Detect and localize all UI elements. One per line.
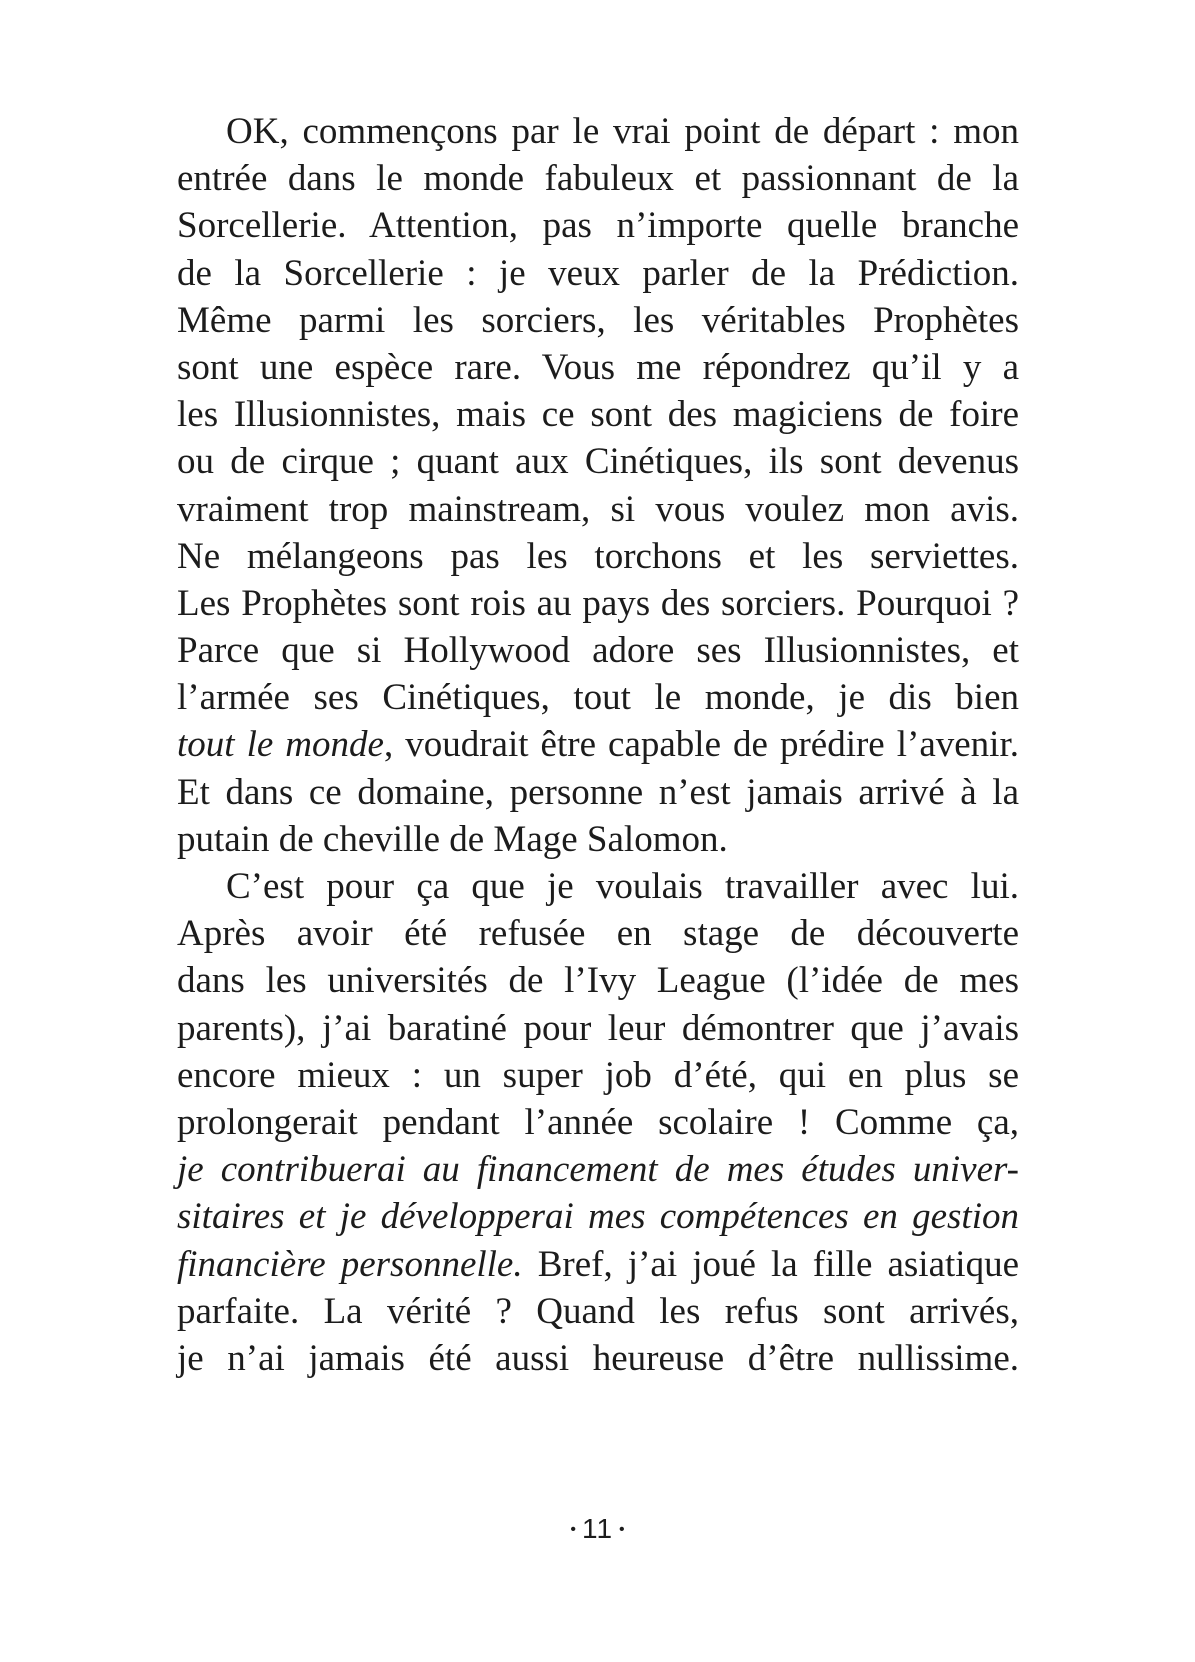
text-line (177, 486, 1019, 533)
folio-number: 11 (581, 1513, 614, 1544)
italic-text-segment: sitaires et je développerai mes compétences en gestion (177, 1196, 1019, 1238)
text-segment: dans les universités de l’Ivy League (l’idée de mes (177, 960, 1019, 1002)
text-segment: Parce que si Hollywood adore ses Illusionnistes, et (177, 630, 1019, 672)
text-line (177, 344, 1019, 391)
text-segment: Sorcellerie. Attention, pas n’importe quelle branche (177, 205, 1019, 247)
text-segment: prolongerait pendant l’année scolaire ! Comme ça, (177, 1101, 1019, 1143)
folio-left-dot: • (570, 1521, 576, 1538)
text-line (177, 297, 1019, 344)
body-text (177, 108, 1019, 1382)
text-segment: OK, commençons par le vrai point de départ : mon (226, 111, 1019, 152)
text-line (177, 108, 1019, 155)
text-segment: Ne mélangeons pas les torchons et les serviettes. (177, 535, 1019, 577)
text-segment: , voudrait être capable de prédire l’avenir. (383, 724, 1019, 766)
text-segment: C’est pour ça que je voulais travailler avec lui. (226, 866, 1019, 907)
text-line (177, 250, 1019, 297)
text-segment: Les Prophètes sont rois au pays des sorciers. Pourquoi ? (177, 582, 1019, 624)
text-segment: putain de cheville de Mage Salomon. (177, 818, 728, 860)
text-segment: entrée dans le monde fabuleux et passionnant de la (177, 158, 1019, 200)
text-line (177, 391, 1019, 438)
text-segment: l’armée ses Cinétiques, tout le monde, je dis bien (177, 677, 1019, 719)
text-segment: Même parmi les sorciers, les véritables Prophètes (177, 299, 1019, 341)
text-line (177, 202, 1019, 249)
text-line (177, 627, 1019, 674)
text-segment: je n’ai jamais été aussi heureuse d’être nullissime. (177, 1337, 1019, 1379)
text-line (177, 816, 1019, 863)
page-number (0, 1513, 1195, 1545)
text-segment: parents), j’ai baratiné pour leur démontrer que j’avais (177, 1007, 1019, 1049)
text-line (177, 1335, 1019, 1382)
text-line (177, 533, 1019, 580)
text-line (177, 721, 1019, 768)
text-line (177, 957, 1019, 1004)
text-line (177, 769, 1019, 816)
text-segment: Bref, j’ai joué la fille asiatique (522, 1243, 1019, 1285)
text-segment: de la Sorcellerie : je veux parler de la Prédiction. (177, 252, 1019, 294)
text-segment: parfaite. La vérité ? Quand les refus sont arrivés, (177, 1290, 1019, 1332)
text-line (177, 863, 1019, 910)
italic-text-segment: je contribuerai au financement de mes études univer- (177, 1149, 1019, 1191)
text-line (177, 1005, 1019, 1052)
folio-right-dot: • (619, 1521, 625, 1538)
text-line (177, 438, 1019, 485)
text-segment: encore mieux : un super job d’été, qui en plus se (177, 1054, 1019, 1096)
text-segment: vraiment trop mainstream, si vous voulez mon avis. (177, 488, 1019, 530)
text-line (177, 155, 1019, 202)
text-line (177, 580, 1019, 627)
italic-text-segment: tout le monde (177, 724, 384, 766)
text-segment: Après avoir été refusée en stage de découverte (177, 913, 1019, 955)
text-segment: sont une espèce rare. Vous me répondrez qu’il y a (177, 346, 1019, 388)
text-segment: Et dans ce domaine, personne n’est jamais arrivé à la (177, 771, 1019, 813)
italic-text-segment: financière personnelle. (177, 1243, 523, 1285)
text-line (177, 1193, 1019, 1240)
text-line (177, 1099, 1019, 1146)
text-line (177, 1288, 1019, 1335)
text-segment: ou de cirque ; quant aux Cinétiques, ils sont devenus (177, 441, 1019, 483)
text-line (177, 1241, 1019, 1288)
text-line (177, 910, 1019, 957)
text-line (177, 1052, 1019, 1099)
text-line (177, 1146, 1019, 1193)
text-segment: les Illusionnistes, mais ce sont des magiciens de foire (177, 394, 1019, 436)
text-line (177, 674, 1019, 721)
